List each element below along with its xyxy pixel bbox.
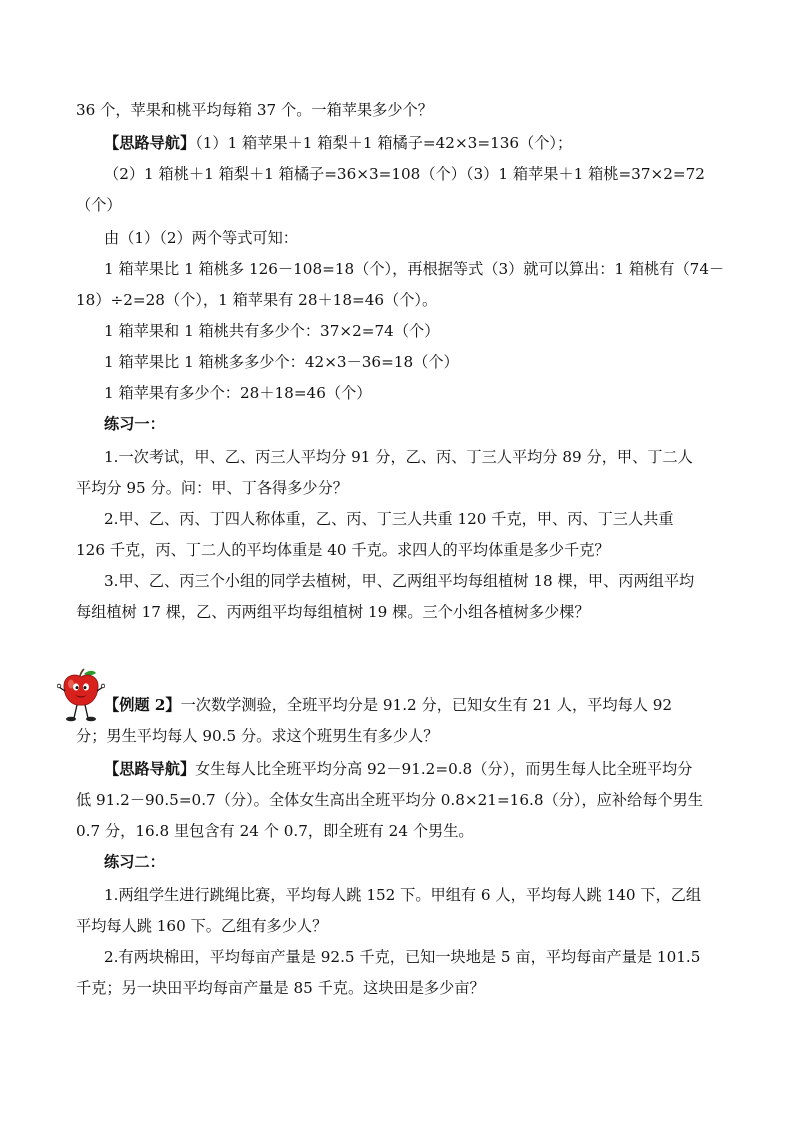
solution-line: 1 箱苹果有多少个：28＋18=46（个） <box>104 384 372 402</box>
section-tag-solution: 【思路导航】 <box>104 760 196 778</box>
section-tag-example-2: 【例题 2】 <box>104 696 181 714</box>
exercise-item: 126 千克，丙、丁二人的平均体重是 40 千克。求四人的平均体重是多少千克？ <box>76 541 610 559</box>
example-2-line: 分；男生平均每人 90.5 分。求这个班男生有多少人？ <box>76 727 439 745</box>
exercise-item: 每组植树 17 棵，乙、丙两组平均每组植树 19 棵。三个小组各植树多少棵？ <box>76 603 590 621</box>
exercise-item: 2.甲、乙、丙、丁四人称体重，乙、丙、丁三人共重 120 千克，甲、丙、丁三人共重 <box>104 510 674 528</box>
solution-line: （个） <box>76 196 122 214</box>
solution-line: 1 箱苹果比 1 箱桃多多少个：42×3－36=18（个） <box>104 353 459 371</box>
exercise-item: 1.一次考试，甲、乙、丙三人平均分 91 分，乙、丙、丁三人平均分 89 分，甲、丁二人 <box>104 448 693 466</box>
solution-line <box>104 759 749 779</box>
solution-line: 0.7 分，16.8 里包含有 24 个 0.7，即全班有 24 个男生。 <box>76 822 474 840</box>
apple-mascot-icon <box>57 668 105 724</box>
exercise-heading-2: 练习二： <box>104 853 165 871</box>
solution-line: （2）1 箱桃＋1 箱梨＋1 箱橘子=36×3=108（个）（3）1 箱苹果＋1 箱桃=37×2=72 <box>104 165 705 183</box>
exercise-item: 千克；另一块田平均每亩产量是 85 千克。这块田是多少亩？ <box>76 979 485 997</box>
exercise-item: 1.两组学生进行跳绳比赛，平均每人跳 152 下。甲组有 6 人，平均每人跳 140 下，乙组 <box>104 886 702 904</box>
exercise-item: 平均每人跳 160 下。乙组有多少人？ <box>76 917 328 935</box>
solution-text: 女生每人比全班平均分高 92－91.2=0.8（分），而男生每人比全班平均分 <box>195 760 693 778</box>
solution-line: 18）÷2=28（个），1 箱苹果有 28＋18=46（个）。 <box>76 291 438 309</box>
solution-line: 1 箱苹果比 1 箱桃多 126－108=18（个），再根据等式（3）就可以算出：1 箱桃有（74－ <box>104 260 725 278</box>
section-tag-solution: 【思路导航】 <box>104 134 196 152</box>
solution-text: （1）1 箱苹果＋1 箱梨＋1 箱橘子=42×3=136（个）； <box>195 134 573 152</box>
example-2-text: 一次数学测验，全班平均分是 91.2 分，已知女生有 21 人，平均每人 92 <box>180 696 673 714</box>
solution-line: 1 箱苹果和 1 箱桃共有多少个：37×2=74（个） <box>104 322 440 340</box>
example-2-line <box>104 695 749 715</box>
exercise-item: 2.有两块棉田，平均每亩产量是 92.5 千克，已知一块地是 5 亩，平均每亩产量是 101.5 <box>104 948 701 966</box>
solution-line: 低 91.2－90.5=0.7（分）。全体女生高出全班平均分 0.8×21=16.8（分），应补给每个男生 <box>76 791 703 809</box>
solution-line: 由（1）（2）两个等式可知： <box>104 229 298 247</box>
exercise-heading-1: 练习一： <box>104 415 165 433</box>
solution-line <box>104 133 749 153</box>
exercise-item: 3.甲、乙、丙三个小组的同学去植树，甲、乙两组平均每组植树 18 棵，甲、丙两组平均 <box>104 572 695 590</box>
exercise-item: 平均分 95 分。问：甲、丁各得多少分？ <box>76 479 348 497</box>
problem-continuation: 36 个，苹果和桃平均每箱 37 个。一箱苹果多少个？ <box>76 101 433 119</box>
